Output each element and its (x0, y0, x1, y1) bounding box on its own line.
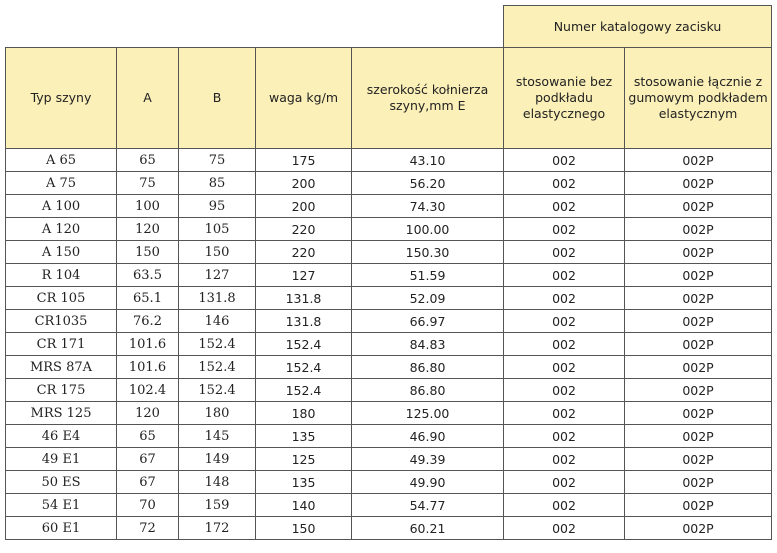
cell-a: 65.1 (117, 287, 179, 310)
table-row (6, 264, 772, 287)
cell-catalog-without-pad: 002 (504, 356, 625, 379)
cell-weight: 140 (256, 494, 352, 517)
cell-catalog-with-pad: 002P (625, 287, 772, 310)
cell-flange-width: 66.97 (352, 310, 504, 333)
cell-flange-width: 84.83 (352, 333, 504, 356)
cell-b: 149 (179, 448, 256, 471)
cell-b: 152.4 (179, 379, 256, 402)
table-row (6, 218, 772, 241)
cell-rail-type: CR1035 (6, 310, 117, 333)
col-header-rail-type: Typ szyny (6, 48, 117, 149)
cell-flange-width: 43.10 (352, 149, 504, 172)
cell-catalog-without-pad: 002 (504, 241, 625, 264)
cell-flange-width: 51.59 (352, 264, 504, 287)
table-body (6, 149, 772, 540)
cell-rail-type: 49 E1 (6, 448, 117, 471)
cell-weight: 150 (256, 517, 352, 540)
cell-rail-type: CR 175 (6, 379, 117, 402)
table-row (6, 333, 772, 356)
cell-b: 152.4 (179, 356, 256, 379)
cell-a: 75 (117, 172, 179, 195)
cell-a: 101.6 (117, 333, 179, 356)
cell-catalog-with-pad: 002P (625, 333, 772, 356)
col-header-b: B (179, 48, 256, 149)
group-header-row (6, 6, 772, 48)
cell-weight: 200 (256, 195, 352, 218)
cell-b: 95 (179, 195, 256, 218)
cell-b: 145 (179, 425, 256, 448)
cell-weight: 152.4 (256, 379, 352, 402)
cell-a: 70 (117, 494, 179, 517)
cell-catalog-with-pad: 002P (625, 356, 772, 379)
col-header-a: A (117, 48, 179, 149)
cell-weight: 220 (256, 218, 352, 241)
cell-catalog-without-pad: 002 (504, 494, 625, 517)
cell-b: 146 (179, 310, 256, 333)
cell-weight: 131.8 (256, 310, 352, 333)
cell-rail-type: A 75 (6, 172, 117, 195)
cell-catalog-without-pad: 002 (504, 517, 625, 540)
cell-catalog-with-pad: 002P (625, 172, 772, 195)
cell-a: 67 (117, 471, 179, 494)
cell-catalog-with-pad: 002P (625, 402, 772, 425)
cell-b: 172 (179, 517, 256, 540)
cell-a: 102.4 (117, 379, 179, 402)
cell-catalog-without-pad: 002 (504, 264, 625, 287)
cell-rail-type: 60 E1 (6, 517, 117, 540)
cell-b: 75 (179, 149, 256, 172)
cell-a: 65 (117, 425, 179, 448)
cell-b: 127 (179, 264, 256, 287)
cell-catalog-with-pad: 002P (625, 517, 772, 540)
cell-a: 67 (117, 448, 179, 471)
cell-flange-width: 150.30 (352, 241, 504, 264)
column-header-row (6, 48, 772, 149)
cell-weight: 135 (256, 471, 352, 494)
cell-rail-type: A 120 (6, 218, 117, 241)
cell-catalog-without-pad: 002 (504, 333, 625, 356)
cell-flange-width: 52.09 (352, 287, 504, 310)
cell-b: 150 (179, 241, 256, 264)
table-row (6, 517, 772, 540)
cell-catalog-with-pad: 002P (625, 195, 772, 218)
cell-flange-width: 125.00 (352, 402, 504, 425)
cell-flange-width: 54.77 (352, 494, 504, 517)
table-row (6, 149, 772, 172)
cell-b: 152.4 (179, 333, 256, 356)
rail-clip-catalog-table (5, 5, 772, 540)
col-header-flange-width: szerokość kołnierza szyny,mm E (352, 48, 504, 149)
cell-catalog-without-pad: 002 (504, 149, 625, 172)
cell-a: 100 (117, 195, 179, 218)
cell-catalog-with-pad: 002P (625, 471, 772, 494)
cell-a: 76.2 (117, 310, 179, 333)
cell-catalog-with-pad: 002P (625, 425, 772, 448)
rail-clip-table-container (5, 5, 772, 540)
cell-catalog-with-pad: 002P (625, 379, 772, 402)
cell-rail-type: 50 ES (6, 471, 117, 494)
cell-weight: 152.4 (256, 356, 352, 379)
cell-flange-width: 60.21 (352, 517, 504, 540)
cell-rail-type: A 65 (6, 149, 117, 172)
cell-flange-width: 49.39 (352, 448, 504, 471)
cell-flange-width: 86.80 (352, 356, 504, 379)
cell-flange-width: 56.20 (352, 172, 504, 195)
cell-a: 63.5 (117, 264, 179, 287)
table-row (6, 471, 772, 494)
cell-catalog-with-pad: 002P (625, 149, 772, 172)
cell-catalog-without-pad: 002 (504, 402, 625, 425)
cell-catalog-without-pad: 002 (504, 287, 625, 310)
cell-rail-type: A 150 (6, 241, 117, 264)
cell-catalog-without-pad: 002 (504, 448, 625, 471)
cell-rail-type: CR 105 (6, 287, 117, 310)
cell-weight: 131.8 (256, 287, 352, 310)
cell-b: 148 (179, 471, 256, 494)
cell-catalog-with-pad: 002P (625, 241, 772, 264)
table-row (6, 241, 772, 264)
cell-b: 105 (179, 218, 256, 241)
cell-rail-type: A 100 (6, 195, 117, 218)
table-row (6, 379, 772, 402)
table-row (6, 172, 772, 195)
cell-weight: 127 (256, 264, 352, 287)
cell-catalog-without-pad: 002 (504, 425, 625, 448)
cell-catalog-without-pad: 002 (504, 310, 625, 333)
table-row (6, 402, 772, 425)
cell-rail-type: MRS 125 (6, 402, 117, 425)
cell-a: 101.6 (117, 356, 179, 379)
cell-a: 120 (117, 218, 179, 241)
cell-b: 180 (179, 402, 256, 425)
cell-rail-type: 54 E1 (6, 494, 117, 517)
cell-catalog-with-pad: 002P (625, 448, 772, 471)
cell-b: 85 (179, 172, 256, 195)
cell-weight: 152.4 (256, 333, 352, 356)
cell-a: 120 (117, 402, 179, 425)
col-header-weight: waga kg/m (256, 48, 352, 149)
cell-catalog-with-pad: 002P (625, 494, 772, 517)
cell-rail-type: MRS 87A (6, 356, 117, 379)
cell-weight: 125 (256, 448, 352, 471)
cell-weight: 175 (256, 149, 352, 172)
cell-catalog-with-pad: 002P (625, 310, 772, 333)
cell-b: 159 (179, 494, 256, 517)
cell-a: 72 (117, 517, 179, 540)
cell-catalog-with-pad: 002P (625, 264, 772, 287)
cell-rail-type: R 104 (6, 264, 117, 287)
cell-catalog-with-pad: 002P (625, 218, 772, 241)
table-row (6, 356, 772, 379)
cell-a: 65 (117, 149, 179, 172)
cell-flange-width: 49.90 (352, 471, 504, 494)
cell-flange-width: 86.80 (352, 379, 504, 402)
cell-rail-type: CR 171 (6, 333, 117, 356)
cell-catalog-without-pad: 002 (504, 172, 625, 195)
cell-flange-width: 74.30 (352, 195, 504, 218)
table-row (6, 425, 772, 448)
cell-catalog-without-pad: 002 (504, 471, 625, 494)
cell-weight: 200 (256, 172, 352, 195)
col-header-with-rubber-pad: stosowanie łącznie z gumowym podkładem elastycznym (625, 48, 772, 149)
table-row (6, 287, 772, 310)
col-header-without-pad: stosowanie bez podkładu elastycznego (504, 48, 625, 149)
blank-header-area (6, 6, 504, 48)
cell-flange-width: 46.90 (352, 425, 504, 448)
cell-catalog-without-pad: 002 (504, 195, 625, 218)
cell-weight: 135 (256, 425, 352, 448)
table-row (6, 195, 772, 218)
cell-catalog-without-pad: 002 (504, 218, 625, 241)
table-row (6, 494, 772, 517)
cell-weight: 220 (256, 241, 352, 264)
cell-rail-type: 46 E4 (6, 425, 117, 448)
cell-flange-width: 100.00 (352, 218, 504, 241)
catalog-number-group-header: Numer katalogowy zacisku (504, 6, 772, 48)
table-row (6, 310, 772, 333)
table-row (6, 448, 772, 471)
cell-catalog-without-pad: 002 (504, 379, 625, 402)
cell-b: 131.8 (179, 287, 256, 310)
cell-weight: 180 (256, 402, 352, 425)
cell-a: 150 (117, 241, 179, 264)
